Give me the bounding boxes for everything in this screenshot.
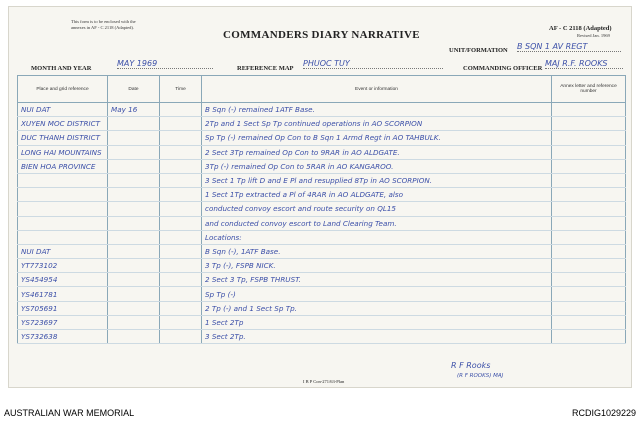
table-row <box>18 301 626 315</box>
cell-date <box>108 188 160 202</box>
cell-date <box>108 131 160 145</box>
cell-date <box>108 159 160 173</box>
cell-time <box>160 117 202 131</box>
table-row <box>18 230 626 244</box>
cell-annex <box>552 259 626 273</box>
table-row <box>18 273 626 287</box>
cell-place: YS732638 <box>18 330 108 344</box>
cell-annex <box>552 230 626 244</box>
officer-label: COMMANDING OFFICER <box>463 65 543 72</box>
cell-annex <box>552 117 626 131</box>
table-row <box>18 131 626 145</box>
cell-annex <box>552 188 626 202</box>
cell-event: 1 Sect 2Tp <box>202 315 552 329</box>
month-label: MONTH AND YEAR <box>31 65 92 72</box>
table-row <box>18 315 626 329</box>
cell-place: NUI DAT <box>18 244 108 258</box>
cell-date <box>108 173 160 187</box>
cell-annex <box>552 103 626 117</box>
column-header-annex: Annex letter and reference number <box>552 76 626 103</box>
cell-time <box>160 273 202 287</box>
officer-value: MAJ R.F. ROOKS <box>545 59 623 69</box>
cell-annex <box>552 145 626 159</box>
cell-date <box>108 315 160 329</box>
cell-place <box>18 230 108 244</box>
cell-date <box>108 301 160 315</box>
table-row <box>18 103 626 117</box>
cell-place <box>18 188 108 202</box>
revised-date: Revised Jan. 1969 <box>577 33 610 38</box>
cell-time <box>160 131 202 145</box>
footer-right: RCDIG1029229 <box>571 408 636 418</box>
cell-annex <box>552 273 626 287</box>
form-note-line-2: annexes in AF - C 2118 (Adapted). <box>71 24 134 30</box>
table-header-row <box>18 76 626 103</box>
page-title: COMMANDERS DIARY NARRATIVE <box>223 29 420 41</box>
column-header-place: Place and grid reference <box>18 76 108 103</box>
signature: R F Rooks <box>451 361 491 370</box>
cell-time <box>160 188 202 202</box>
month-value: MAY 1969 <box>117 59 213 69</box>
column-header-time: Time <box>160 76 202 103</box>
cell-annex <box>552 330 626 344</box>
cell-event: 2Tp and 1 Sect Sp Tp continued operations in AO SCORPION <box>202 117 552 131</box>
cell-date <box>108 259 160 273</box>
cell-date <box>108 330 160 344</box>
cell-date <box>108 287 160 301</box>
table-row <box>18 117 626 131</box>
map-value: PHUOC TUY <box>303 59 443 69</box>
cell-event: and conducted convoy escort to Land Clearing Team. <box>202 216 552 230</box>
cell-place: YT773102 <box>18 259 108 273</box>
cell-place: YS723697 <box>18 315 108 329</box>
form-note-line-1: This form is to be enclosed with the <box>71 19 136 24</box>
table-row <box>18 202 626 216</box>
form-note <box>71 19 136 30</box>
unit-label: UNIT/FORMATION <box>449 47 508 54</box>
cell-annex <box>552 159 626 173</box>
table-row <box>18 287 626 301</box>
print-line: I B P Con-271/63-Plan <box>303 379 345 384</box>
cell-place <box>18 202 108 216</box>
unit-value: B SQN 1 AV REGT <box>517 42 621 52</box>
cell-time <box>160 244 202 258</box>
cell-time <box>160 259 202 273</box>
cell-time <box>160 103 202 117</box>
cell-date <box>108 244 160 258</box>
cell-annex <box>552 315 626 329</box>
cell-date: May 16 <box>108 103 160 117</box>
cell-place: DUC THANH DISTRICT <box>18 131 108 145</box>
cell-time <box>160 230 202 244</box>
cell-place <box>18 216 108 230</box>
table-row <box>18 188 626 202</box>
column-header-event: Event or information <box>202 76 552 103</box>
narrative-table <box>17 75 626 344</box>
cell-place: XUYEN MOC DISTRICT <box>18 117 108 131</box>
cell-event: conducted convoy escort and route security on QL15 <box>202 202 552 216</box>
cell-time <box>160 301 202 315</box>
cell-event: 2 Sect 3 Tp, FSPB THRUST. <box>202 273 552 287</box>
cell-event: 3 Sect 2Tp. <box>202 330 552 344</box>
signature-printed-name: (R F ROOKS) MAJ <box>457 373 504 379</box>
cell-place: BIEN HOA PROVINCE <box>18 159 108 173</box>
cell-place: NUI DAT <box>18 103 108 117</box>
cell-time <box>160 216 202 230</box>
form-code: AF - C 2118 (Adapted) <box>549 25 612 32</box>
cell-time <box>160 287 202 301</box>
cell-annex <box>552 301 626 315</box>
cell-event: 2 Sect 3Tp remained Op Con to 9RAR in AO ALDGATE. <box>202 145 552 159</box>
cell-date <box>108 230 160 244</box>
table-row <box>18 259 626 273</box>
column-header-date: Date <box>108 76 160 103</box>
cell-event: Sp Tp (-) <box>202 287 552 301</box>
cell-date <box>108 117 160 131</box>
cell-date <box>108 145 160 159</box>
cell-annex <box>552 131 626 145</box>
table-row <box>18 173 626 187</box>
table-row <box>18 216 626 230</box>
cell-time <box>160 159 202 173</box>
table-row <box>18 244 626 258</box>
cell-date <box>108 273 160 287</box>
cell-annex <box>552 287 626 301</box>
cell-time <box>160 315 202 329</box>
cell-event: B Sqn (-) remained 1ATF Base. <box>202 103 552 117</box>
diary-form <box>8 6 632 388</box>
table-row <box>18 145 626 159</box>
cell-annex <box>552 244 626 258</box>
cell-date <box>108 216 160 230</box>
cell-place: YS461781 <box>18 287 108 301</box>
cell-event: 2 Tp (-) and 1 Sect Sp Tp. <box>202 301 552 315</box>
footer-left: AUSTRALIAN WAR MEMORIAL <box>4 408 135 418</box>
cell-event: Locations: <box>202 230 552 244</box>
cell-event: B Sqn (-), 1ATF Base. <box>202 244 552 258</box>
cell-event: 1 Sect 1Tp extracted a Pl of 4RAR in AO ALDGATE, also <box>202 188 552 202</box>
cell-place: LONG HAI MOUNTAINS <box>18 145 108 159</box>
cell-place: YS454954 <box>18 273 108 287</box>
cell-place <box>18 173 108 187</box>
table-row <box>18 330 626 344</box>
cell-event: Sp Tp (-) remained Op Con to B Sqn 1 Armd Regt in AO TAHBULK. <box>202 131 552 145</box>
cell-time <box>160 145 202 159</box>
cell-place: YS705691 <box>18 301 108 315</box>
map-label: REFERENCE MAP <box>237 65 294 72</box>
cell-annex <box>552 216 626 230</box>
cell-time <box>160 173 202 187</box>
cell-annex <box>552 173 626 187</box>
cell-event: 3 Tp (-), FSPB NICK. <box>202 259 552 273</box>
cell-time <box>160 330 202 344</box>
cell-annex <box>552 202 626 216</box>
cell-date <box>108 202 160 216</box>
cell-time <box>160 202 202 216</box>
cell-event: 3Tp (-) remained Op Con to 5RAR in AO KANGAROO. <box>202 159 552 173</box>
cell-event: 3 Sect 1 Tp lift D and E Pl and resupplied 8Tp in AO SCORPION. <box>202 173 552 187</box>
table-row <box>18 159 626 173</box>
